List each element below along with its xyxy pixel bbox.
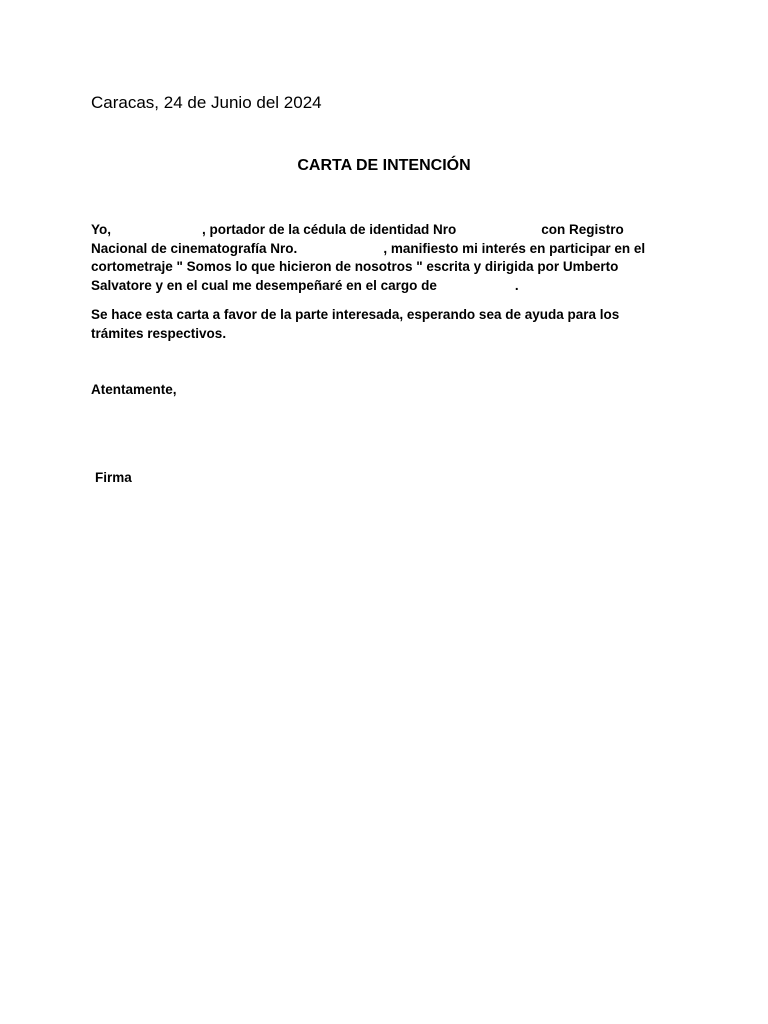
salutation: Atentamente, bbox=[91, 382, 177, 397]
body-line-2-end: , manifiesto mi interés en participar en el bbox=[383, 240, 646, 256]
letter-closing-paragraph bbox=[91, 306, 681, 343]
body-line-1 bbox=[91, 221, 681, 240]
body-line-1-end: con Registro bbox=[541, 222, 624, 237]
closing-line-1: Se hace esta carta a favor de la parte interesada, esperando sea de ayuda para los bbox=[91, 307, 620, 322]
letter-body-paragraph bbox=[91, 221, 681, 295]
body-line-4 bbox=[91, 277, 681, 296]
body-line-1-mid: , portador de la cédula de identidad Nro bbox=[202, 222, 457, 237]
body-line-3: cortometraje " Somos lo que hicieron de nosotros " escrita y dirigida por Umberto bbox=[91, 259, 619, 274]
letter-date-line: Caracas, 24 de Junio del 2024 bbox=[91, 93, 322, 112]
body-line-1-start: Yo, bbox=[91, 222, 111, 237]
body-line-4-start: Salvatore y en el cual me desempeñaré en el cargo de bbox=[91, 277, 437, 293]
body-line-2-start: Nacional de cinematografía Nro. bbox=[91, 240, 298, 256]
closing-line-2: trámites respectivos. bbox=[91, 325, 227, 341]
signature-label: Firma bbox=[95, 470, 132, 485]
body-line-2 bbox=[91, 240, 681, 259]
body-line-4-end: . bbox=[514, 277, 519, 293]
letter-title: CARTA DE INTENCIÓN bbox=[297, 157, 471, 174]
